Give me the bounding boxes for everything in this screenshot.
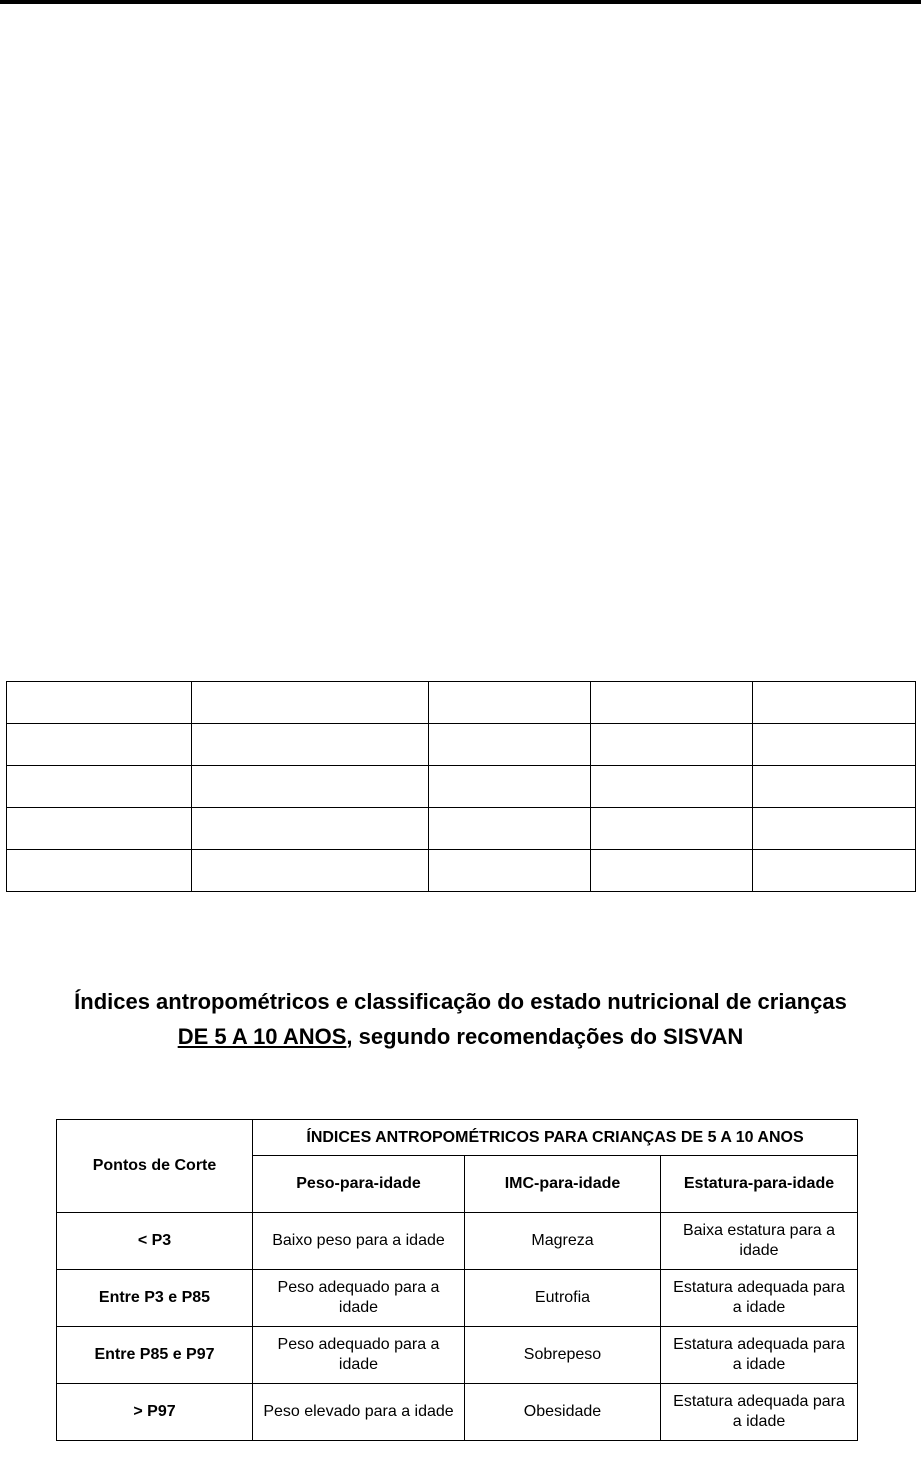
empty-cell [753,724,916,766]
empty-grid-table [6,681,916,892]
section-heading [0,984,921,1054]
empty-grid-row [7,850,916,892]
imc-cell: Magreza [465,1213,661,1270]
table-row [57,1327,858,1384]
empty-cell [429,850,591,892]
table-row [57,1213,858,1270]
empty-cell [7,766,192,808]
top-rule [0,0,921,4]
imc-cell: Obesidade [465,1384,661,1441]
table-row [57,1270,858,1327]
estatura-cell: Estatura adequada para a idade [661,1384,858,1441]
empty-cell [7,850,192,892]
imc-cell: Eutrofia [465,1270,661,1327]
heading-age-range: DE 5 A 10 ANOS [177,1024,347,1049]
empty-grid-row [7,682,916,724]
imc-cell: Sobrepeso [465,1327,661,1384]
empty-cell [192,682,429,724]
estatura-cell: Baixa estatura para a idade [661,1213,858,1270]
cut-point-cell: Entre P85 e P97 [57,1327,253,1384]
empty-cell [7,682,192,724]
empty-cell [591,850,753,892]
empty-cell [591,724,753,766]
empty-cell [753,766,916,808]
cut-point-cell: > P97 [57,1384,253,1441]
empty-cell [591,766,753,808]
heading-line-2-rest: , segundo recomendações do SISVAN [346,1024,744,1049]
empty-cell [429,724,591,766]
table-row [57,1384,858,1441]
empty-cell [7,808,192,850]
peso-cell: Peso adequado para a idade [253,1327,465,1384]
peso-cell: Baixo peso para a idade [253,1213,465,1270]
peso-cell: Peso elevado para a idade [253,1384,465,1441]
empty-cell [753,850,916,892]
cut-point-cell: < P3 [57,1213,253,1270]
column-header-peso: Peso-para-idade [253,1156,465,1213]
empty-cell [192,808,429,850]
empty-cell [753,682,916,724]
empty-cell [429,808,591,850]
indices-group-header: ÍNDICES ANTROPOMÉTRICOS PARA CRIANÇAS DE 5 A 10 ANOS [253,1120,858,1156]
estatura-cell: Estatura adequada para a idade [661,1327,858,1384]
empty-cell [7,724,192,766]
empty-grid-row [7,766,916,808]
empty-cell [753,808,916,850]
empty-cell [192,724,429,766]
empty-cell [429,682,591,724]
empty-cell [192,766,429,808]
table-header-row [57,1120,858,1156]
peso-cell: Peso adequado para a idade [253,1270,465,1327]
heading-line-2 [0,1019,921,1054]
cut-point-cell: Entre P3 e P85 [57,1270,253,1327]
estatura-cell: Estatura adequada para a idade [661,1270,858,1327]
empty-cell [192,850,429,892]
classification-table [56,1119,858,1441]
column-header-imc: IMC-para-idade [465,1156,661,1213]
empty-cell [429,766,591,808]
heading-line-1: Índices antropométricos e classificação do estado nutricional de crianças [74,989,847,1014]
column-header-estatura: Estatura-para-idade [661,1156,858,1213]
empty-grid-row [7,724,916,766]
empty-grid-row [7,808,916,850]
empty-cell [591,682,753,724]
cut-points-header: Pontos de Corte [57,1120,253,1213]
empty-cell [591,808,753,850]
